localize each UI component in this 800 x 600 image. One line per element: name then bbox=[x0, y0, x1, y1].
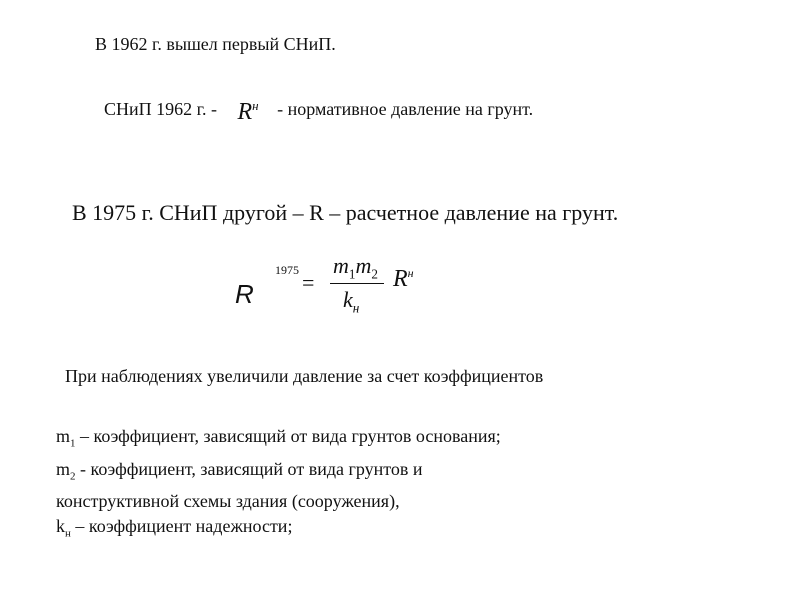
line2-left: СНиП 1962 г. - bbox=[104, 99, 217, 119]
def-kn: $k_н$ – коэффициент надежности; bbox=[56, 516, 293, 540]
formula-rhs: $R^н$ bbox=[393, 266, 414, 292]
formula-lhs-sup: 1975 bbox=[275, 263, 299, 277]
normative-symbol: $R^н$ bbox=[237, 98, 259, 125]
def-m2-continued: конструктивной схемы здания (сооружения), bbox=[56, 491, 400, 512]
coefficient-definitions bbox=[56, 424, 501, 547]
line-observations: При наблюдениях увеличили давление за счет коэффициентов bbox=[65, 366, 544, 386]
line-1962-first-snip: В 1962 г. вышел первый СНиП. bbox=[95, 34, 336, 54]
formula-lhs: R bbox=[235, 279, 254, 309]
formula-equals: = bbox=[302, 270, 315, 295]
line2-right: - нормативное давление на грунт. bbox=[277, 99, 534, 119]
def-m2: $m_2$ - коэффициент, зависящий от вида грунтов и bbox=[56, 458, 423, 483]
fraction-bar bbox=[330, 283, 384, 284]
line-1975-design-pressure: В 1975 г. СНиП другой – R – расчетное давление на грунт. bbox=[72, 200, 619, 225]
def-m1: $m_1$ – коэффициент, зависящий от вида грунтов основания; bbox=[56, 426, 501, 450]
formula-numerator: $m_1m_2$ bbox=[333, 253, 378, 282]
formula-denominator: $k_н$ bbox=[343, 287, 360, 316]
line-1962-normative bbox=[104, 98, 533, 126]
